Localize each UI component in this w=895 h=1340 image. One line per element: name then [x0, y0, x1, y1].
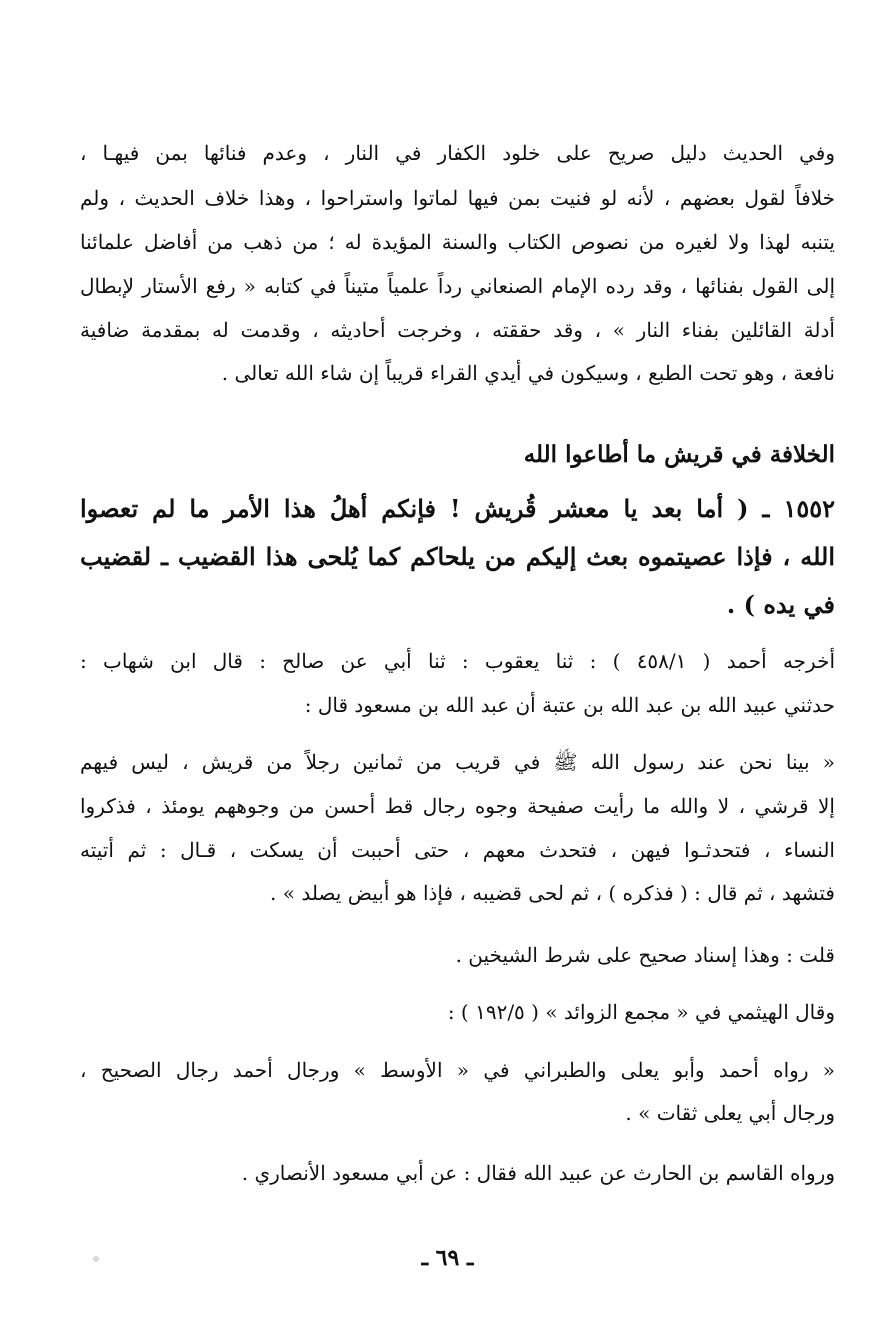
haythami-quote	[80, 1060, 835, 1123]
text-line: إلا قرشي ، لا والله ما رأيت صفيحة وجوه رجال قط أحسن من وجوههم يومئذ ، فذكروا	[80, 794, 835, 818]
hadith-line: ١٥٥٢ ـ ( أما بعد يا معشر قُريش ! فإنكم أهلُ هذا الأمر ما لم تعصوا	[80, 494, 835, 523]
hadith-text	[80, 495, 835, 619]
text-line: حدثني عبيد الله بن عبد الله بن عتبة أن عبد الله بن مسعود قال :	[304, 693, 835, 717]
text-line: « رواه أحمد وأبو يعلى والطبراني في « الأوسط » ورجال أحمد رجال الصحيح ،	[80, 1058, 835, 1082]
text-line: قلت : وهذا إسناد صحيح على شرط الشيخين .	[455, 943, 835, 967]
text-line: وقال الهيثمي في « مجمع الزوائد » ( ١٩٢/٥ ) :	[447, 1000, 835, 1024]
text-line: ورواه القاسم بن الحارث عن عبيد الله فقال : عن أبي مسعود الأنصاري .	[241, 1161, 835, 1185]
text-line: إلى القول بفنائها ، وقد رده الإمام الصنعاني رداً علمياً متيناً في كتابه « رفع الأستار لإبطال	[80, 274, 835, 298]
closing-comment	[80, 1163, 835, 1183]
section-heading	[80, 442, 835, 468]
page-number: ـ ٦٩ ـ	[421, 1245, 474, 1271]
text-line: « بينا نحن عند رسول الله ﷺ في قريب من ثمانين رجلاً من قريش ، ليس فيهم	[80, 750, 835, 774]
narration-paragraph	[80, 752, 835, 903]
text-line: نافعة ، وهو تحت الطبع ، وسيكون في أيدي القراء قريباً إن شاء الله تعالى .	[221, 361, 835, 385]
text-line: يتنبه لهذا ولا لغيره من نصوص الكتاب والسنة المؤيدة له ؛ من ذهب من أفاضل علمائنا	[80, 230, 835, 254]
text-line: النساء ، فتحدثـوا فيهن ، فتحدث معهم ، حتى أحببت أن يسكت ، قـال : ثم أتيته	[80, 838, 835, 862]
author-comment	[80, 945, 835, 965]
heading-text: الخلافة في قريش ما أطاعوا الله	[523, 441, 835, 468]
haythami-citation	[80, 1002, 835, 1022]
scan-speck	[93, 1256, 99, 1262]
text-line: خلافاً لقول بعضهم ، لأنه لو فنيت بمن فيها لماتوا واستراحوا ، وهذا خلاف الحديث ، ولم	[80, 186, 835, 210]
text-line: فتشهد ، ثم قال : ( فذكره ) ، ثم لحى قضيبه ، فإذا هو أبيض يصلد » .	[270, 881, 835, 905]
text-line: أخرجه أحمد ( ٤٥٨/١ ) : ثنا يعقوب : ثنا أبي عن صالح : قال ابن شهاب :	[80, 649, 835, 673]
text-line: ورجال أبي يعلى ثقات » .	[625, 1101, 835, 1125]
hadith-line: في يده ) .	[726, 590, 835, 619]
hadith-line: الله ، فإذا عصيتموه بعث إليكم من يلحاكم كما يُلحى هذا القضيب ـ لقضيب	[80, 542, 835, 571]
text-line: وفي الحديث دليل صريح على خلود الكفار في النار ، وعدم فنائها بمن فيهـا ،	[80, 141, 835, 165]
text-line: أدلة القائلين بفناء النار » ، وقد حققته ، وخرجت أحاديثه ، وقدمت له بمقدمة ضافية	[80, 318, 835, 342]
commentary-paragraph	[80, 143, 835, 383]
takhrij-paragraph	[80, 651, 835, 715]
